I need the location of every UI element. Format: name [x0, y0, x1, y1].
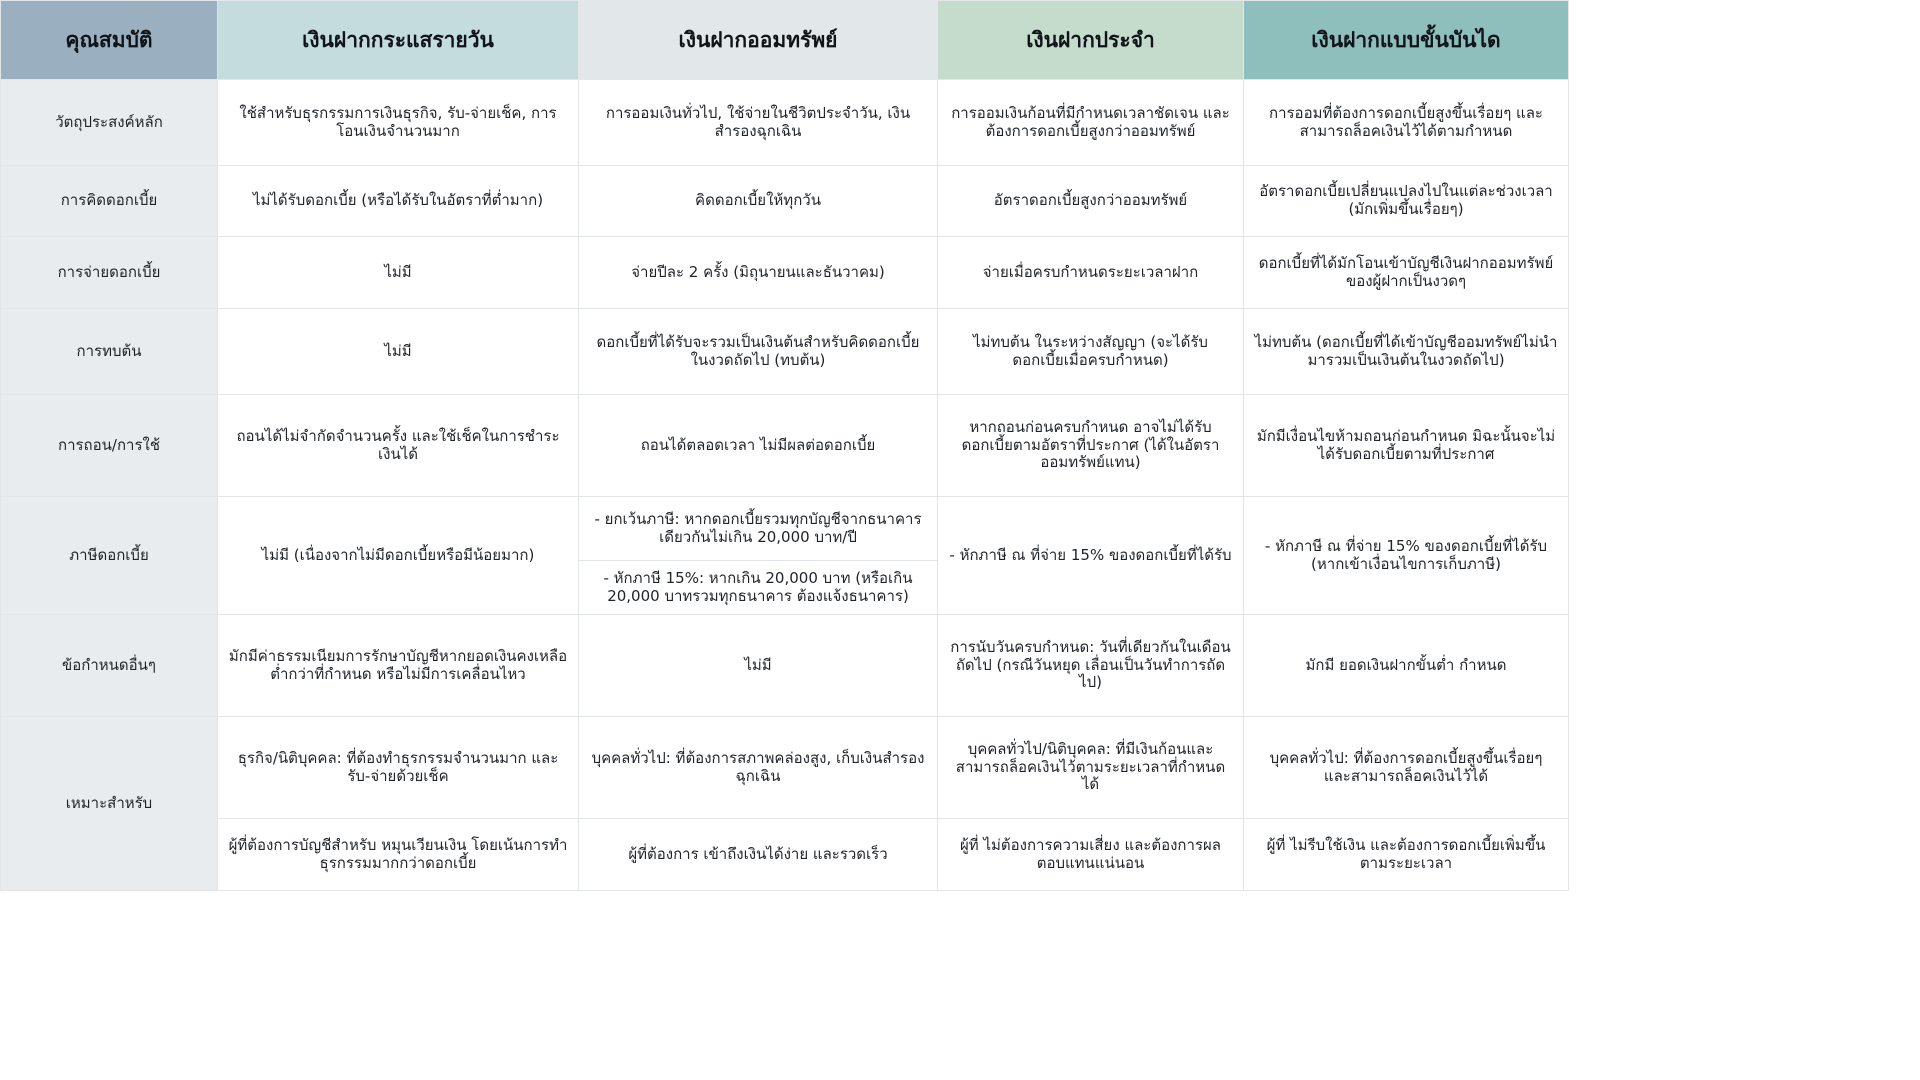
cell-step: - หักภาษี ณ ที่จ่าย 15% ของดอกเบี้ยที่ได้รับ (หากเข้าเงื่อนไขการเก็บภาษี) [1244, 497, 1569, 615]
cell-current: ไม่ได้รับดอกเบี้ย (หรือได้รับในอัตราที่ต่ำมาก) [218, 166, 579, 237]
cell-fixed: อัตราดอกเบี้ยสูงกว่าออมทรัพย์ [938, 166, 1244, 237]
cell-savings: ผู้ที่ต้องการ เข้าถึงเงินได้ง่าย และรวดเร็ว [579, 819, 938, 891]
cell-savings: คิดดอกเบี้ยให้ทุกวัน [579, 166, 938, 237]
table-row [1, 166, 1569, 237]
cell-fixed: บุคคลทั่วไป/นิติบุคคล: ที่มีเงินก้อนและสามารถล็อคเงินไว้ตามระยะเวลาที่กำหนดได้ [938, 717, 1244, 819]
cell-current: ผู้ที่ต้องการบัญชีสำหรับ หมุนเวียนเงิน โดยเน้นการทำธุรกรรมมากกว่าดอกเบี้ย [218, 819, 579, 891]
cell-step: อัตราดอกเบี้ยเปลี่ยนแปลงไปในแต่ละช่วงเวลา (มักเพิ่มขึ้นเรื่อยๆ) [1244, 166, 1569, 237]
cell-savings-exempt: - ยกเว้นภาษี: หากดอกเบี้ยรวมทุกบัญชีจากธนาคารเดียวกันไม่เกิน 20,000 บาท/ปี [579, 497, 938, 561]
table-row [1, 237, 1569, 309]
cell-savings: จ่ายปีละ 2 ครั้ง (มิถุนายนและธันวาคม) [579, 237, 938, 309]
header-fixed-deposit: เงินฝากประจำ [938, 1, 1244, 80]
cell-step: บุคคลทั่วไป: ที่ต้องการดอกเบี้ยสูงขึ้นเรื่อยๆ และสามารถล็อคเงินไว้ได้ [1244, 717, 1569, 819]
cell-current: ไม่มี [218, 237, 579, 309]
cell-step: ไม่ทบต้น (ดอกเบี้ยที่ได้เข้าบัญชีออมทรัพย์ไม่นำมารวมเป็นเงินต้นในงวดถัดไป) [1244, 309, 1569, 395]
row-label: เหมาะสำหรับ [1, 717, 218, 891]
table-row [1, 615, 1569, 717]
row-label: ข้อกำหนดอื่นๆ [1, 615, 218, 717]
header-step-up-deposit: เงินฝากแบบขั้นบันได [1244, 1, 1569, 80]
cell-current: ใช้สำหรับธุรกรรมการเงินธุรกิจ, รับ-จ่ายเช็ค, การโอนเงินจำนวนมาก [218, 80, 579, 166]
cell-fixed: ไม่ทบต้น ในระหว่างสัญญา (จะได้รับดอกเบี้ยเมื่อครบกำหนด) [938, 309, 1244, 395]
table-row [1, 819, 1569, 891]
cell-savings: การออมเงินทั่วไป, ใช้จ่ายในชีวิตประจำวัน, เงินสำรองฉุกเฉิน [579, 80, 938, 166]
cell-savings: ถอนได้ตลอดเวลา ไม่มีผลต่อดอกเบี้ย [579, 395, 938, 497]
header-row [1, 1, 1569, 80]
table-row [1, 717, 1569, 819]
header-property: คุณสมบัติ [1, 1, 218, 80]
cell-savings: ดอกเบี้ยที่ได้รับจะรวมเป็นเงินต้นสำหรับคิดดอกเบี้ยในงวดถัดไป (ทบต้น) [579, 309, 938, 395]
cell-step: การออมที่ต้องการดอกเบี้ยสูงขึ้นเรื่อยๆ และสามารถล็อคเงินไว้ได้ตามกำหนด [1244, 80, 1569, 166]
cell-savings: บุคคลทั่วไป: ที่ต้องการสภาพคล่องสูง, เก็บเงินสำรองฉุกเฉิน [579, 717, 938, 819]
cell-savings: ไม่มี [579, 615, 938, 717]
table-row [1, 395, 1569, 497]
cell-fixed: การนับวันครบกำหนด: วันที่เดียวกันในเดือนถัดไป (กรณีวันหยุด เลื่อนเป็นวันทำการถัดไป) [938, 615, 1244, 717]
row-label: การถอน/การใช้ [1, 395, 218, 497]
cell-step: ดอกเบี้ยที่ได้มักโอนเข้าบัญชีเงินฝากออมทรัพย์ของผู้ฝากเป็นงวดๆ [1244, 237, 1569, 309]
row-label: วัตถุประสงค์หลัก [1, 80, 218, 166]
cell-savings-withholding: - หักภาษี 15%: หากเกิน 20,000 บาท (หรือเกิน 20,000 บาทรวมทุกธนาคาร ต้องแจ้งธนาคาร) [579, 561, 938, 615]
cell-fixed: หากถอนก่อนครบกำหนด อาจไม่ได้รับดอกเบี้ยตามอัตราที่ประกาศ (ได้ในอัตราออมทรัพย์แทน) [938, 395, 1244, 497]
cell-fixed: การออมเงินก้อนที่มีกำหนดเวลาชัดเจน และต้องการดอกเบี้ยสูงกว่าออมทรัพย์ [938, 80, 1244, 166]
cell-current: ธุรกิจ/นิติบุคคล: ที่ต้องทำธุรกรรมจำนวนมาก และรับ-จ่ายด้วยเช็ค [218, 717, 579, 819]
cell-fixed: จ่ายเมื่อครบกำหนดระยะเวลาฝาก [938, 237, 1244, 309]
header-savings-account: เงินฝากออมทรัพย์ [579, 1, 938, 80]
cell-fixed: - หักภาษี ณ ที่จ่าย 15% ของดอกเบี้ยที่ได้รับ [938, 497, 1244, 615]
cell-step: มักมีเงื่อนไขห้ามถอนก่อนกำหนด มิฉะนั้นจะไม่ได้รับดอกเบี้ยตามที่ประกาศ [1244, 395, 1569, 497]
cell-current: ไม่มี (เนื่องจากไม่มีดอกเบี้ยหรือมีน้อยมาก) [218, 497, 579, 615]
cell-current: มักมีค่าธรรมเนียมการรักษาบัญชีหากยอดเงินคงเหลือต่ำกว่าที่กำหนด หรือไม่มีการเคลื่อนไหว [218, 615, 579, 717]
row-label: การคิดดอกเบี้ย [1, 166, 218, 237]
cell-fixed: ผู้ที่ ไม่ต้องการความเสี่ยง และต้องการผลตอบแทนแน่นอน [938, 819, 1244, 891]
cell-current: ไม่มี [218, 309, 579, 395]
row-label: ภาษีดอกเบี้ย [1, 497, 218, 615]
table-row [1, 80, 1569, 166]
table-row [1, 497, 1569, 561]
cell-current: ถอนได้ไม่จำกัดจำนวนครั้ง และใช้เช็คในการชำระเงินได้ [218, 395, 579, 497]
cell-step: ผู้ที่ ไม่รีบใช้เงิน และต้องการดอกเบี้ยเพิ่มขึ้นตามระยะเวลา [1244, 819, 1569, 891]
header-current-account: เงินฝากกระแสรายวัน [218, 1, 579, 80]
row-label: การทบต้น [1, 309, 218, 395]
table-row [1, 309, 1569, 395]
cell-step: มักมี ยอดเงินฝากขั้นต่ำ กำหนด [1244, 615, 1569, 717]
row-label: การจ่ายดอกเบี้ย [1, 237, 218, 309]
